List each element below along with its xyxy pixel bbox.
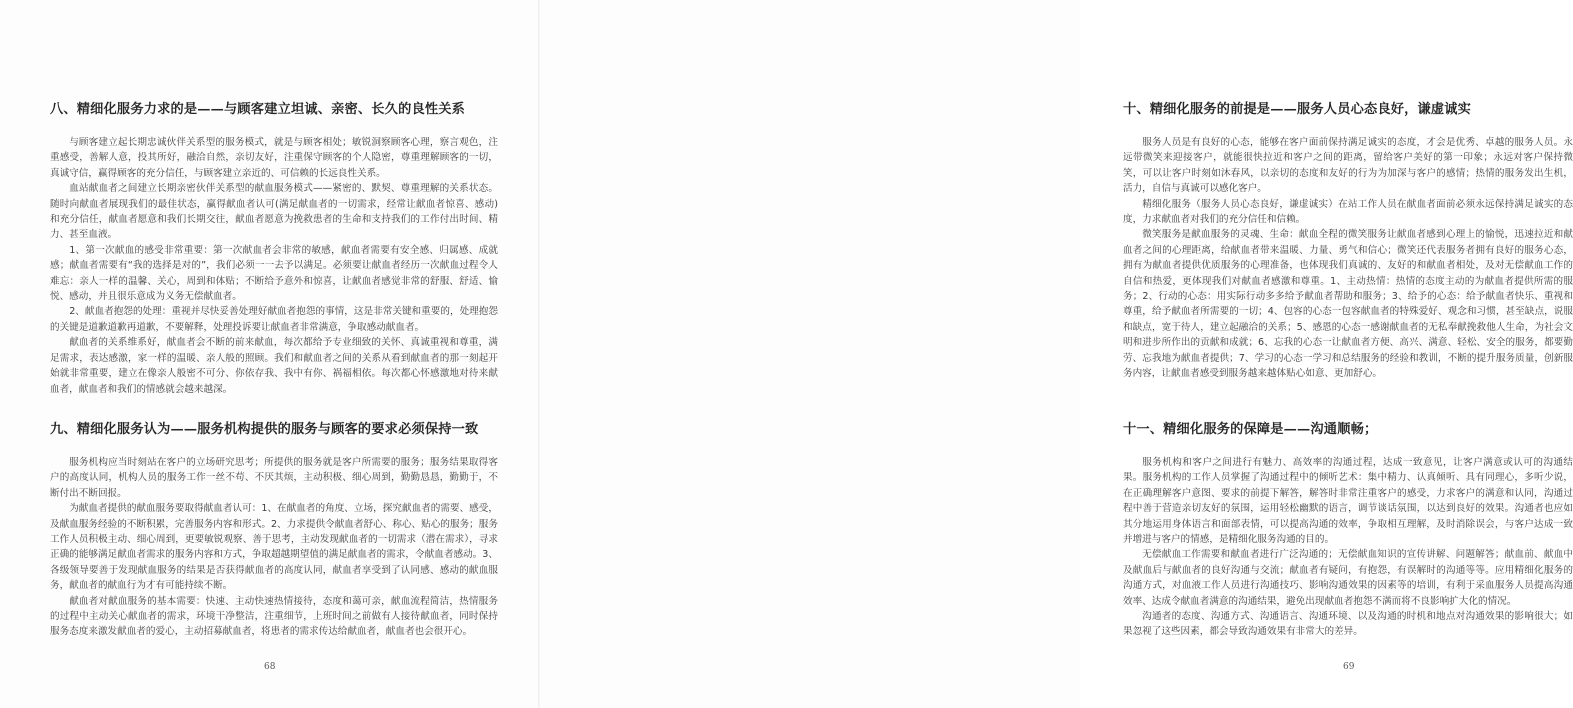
section-9-paragraph: 为献血者提供的献血服务要取得献血者认可：1、在献血者的角度、立场，探究献血者的需要、感受，及献血服务经验的不断积累，完善服务内容和形式。2、力求提供令献血者舒心、称心、贴心的服务；服务工作人员积极主动、细心周到，更要敏锐观察、善于思考，主动发现献血者的一切需求（潜在需求），寻求正确的能够满足献血者需求的服务内容和方式，争取超越期望值的满足献血者的需求，令献血者感动。3、各级领导要善于发现献血服务的结果是否获得献血者的高度认同，献血者享受到了认同感、感动的献血服务，献血者的献血行为才有可能持续不断。 (50, 503, 498, 592)
section-8-paragraph: 与顾客建立起长期忠诚伙伴关系型的服务模式，就是与顾客相处；敏锐洞察顾客心理，察言观色，注重感受，善解人意，投其所好，融洽自然，亲切友好，注重保守顾客的个人隐密，尊重理解顾客的一切，真诚守信，赢得顾客的充分信任，与顾客建立亲近的、可信赖的长远良性关系。 (50, 137, 498, 179)
section-11-paragraph: 无偿献血工作需要和献血者进行广泛沟通的；无偿献血知识的宣传讲解、问题解答；献血前、献血中及献血后与献血者的良好沟通与交流；献血者有疑问，有抱怨，有误解时的沟通等等。应用精细化服务的沟通方式，对血液工作人员进行沟通技巧、影响沟通效果的因素等的培训，有利于采血服务人员提高沟通效率、达成令献血者满意的沟通结果，避免出现献血者抱怨不满而将不良影响扩大化的情况。 (1123, 549, 1573, 607)
section-9-paragraph: 服务机构应当时刻站在客户的立场研究思考；所提供的服务就是客户所需要的服务；服务结果取得客户的高度认同，机构人员的服务工作一丝不苟、不厌其烦，主动积极、细心周到，勤勤恳恳，勤勤于，不断付出不断回报。 (50, 457, 498, 499)
right-page (540, 0, 1573, 708)
section-8-paragraph: 2、献血者抱怨的处理：重视并尽快妥善处理好献血者抱怨的事情，这是非常关键和重要的，处理抱怨的关键是道歉道歉再道歉，不要解释，处理投诉要让献血者非常满意，争取感动献血者。 (50, 306, 498, 333)
section-10 (1123, 98, 1573, 382)
section-8-title: 八、精细化服务力求的是——与顾客建立坦诚、亲密、长久的良性关系 (50, 102, 466, 117)
section-8-paragraph: 献血者的关系维系好，献血者会不断的前来献血，每次都给予专业细致的关怀、真诚重视和尊重，满足需求，表达感激，家一样的温暖、亲人般的照顾。我们和献血者之间的关系从看到献血者的那一刻起开始就非常重要，建立在像亲人般密不可分、你依存我、我中有你、祸福相依。每次都心怀感激地对待来献血者，献血者和我们的情感就会越来越深。 (50, 337, 498, 395)
section-11-title: 十一、精细化服务的保障是——沟通顺畅； (1123, 422, 1378, 437)
section-8-paragraph: 1、第一次献血的感受非常重要：第一次献血者会非常的敏感，献血者需要有安全感、归属感、成就感；献血者需要有“我的选择是对的”，我们必须一一去予以满足。必须要让献血者经历一次献血过程令人难忘：亲人一样的温馨、关心，周到和体贴；不断给予意外和惊喜，让献血者感觉非常的舒服、舒适、愉悦、感动，并且很乐意成为义务无偿献血者。 (50, 244, 498, 303)
section-8-paragraph: 血站献血者之间建立长期亲密伙伴关系型的献血服务模式——紧密的、默契、尊重理解的关系状态。随时向献血者展现我们的最佳状态，赢得献血者认可(满足献血者的一切需求，经常让献血者惊喜、感动)和充分信任，献血者愿意和我们长期交往，献血者愿意为挽救患者的生命和支持我们的工作付出时间、精力、甚至血液。 (50, 183, 498, 241)
section-10-title: 十、精细化服务的前提是——服务人员心态良好，谦虚诚实 (1123, 102, 1472, 117)
section-11-paragraph: 沟通者的态度、沟通方式、沟通语言、沟通环境、以及沟通的时机和地点对沟通效果的影响很大；如果忽视了这些因素，都会导致沟通效果有非常大的差异。 (1123, 611, 1573, 638)
section-10-paragraph: 微笑服务是献血服务的灵魂、生命：献血全程的微笑服务让献血者感到心理上的愉悦，迅速拉近和献血者之间的心理距离，给献血者带来温暖、力量、勇气和信心；微笑还代表服务者拥有良好的服务心态，拥有为献血者提供优质服务的心理准备，也体现我们真诚的、友好的和献血者相处，及对无偿献血工作的自信和热爱，更体现我们对献血者感激和尊重。1、主动热情：热情的态度主动的为献血者提供所需的服务；2、行动的心态：用实际行动多多给予献血者帮助和服务；3、给予的心态：给予献血者快乐、重视和尊重，给予献血者所需要的一切；4、包容的心态一包容献血者的特殊爱好、观念和习惯，甚至缺点，说服和缺点，宽于待人，建立起融洽的关系；5、感恩的心态一感谢献血者的无私奉献挽救他人生命，为社会文明和进步所作出的贡献和成就；6、忘我的心态一让献血者方便、高兴、满意、轻松、安全的服务，都要勤劳、忘我地为献血者提供；7、学习的心态一学习和总结服务的经验和教训，不断的提升服务质量，创新服务内容，让献血者感受到服务越来越体贴心如意、更加舒心。 (1123, 229, 1573, 380)
page-number-left: 68 (264, 662, 276, 672)
page-number-right: 69 (1343, 662, 1355, 672)
section-11 (1123, 418, 1573, 640)
section-9 (50, 418, 498, 640)
section-9-title: 九、精细化服务认为——服务机构提供的服务与顾客的要求必须保持一致 (50, 422, 479, 437)
left-page (0, 0, 540, 708)
section-11-paragraph: 服务机构和客户之间进行有魅力、高效率的沟通过程，达成一致意见，让客户满意或认可的沟通结果。服务机构的工作人员掌握了沟通过程中的倾听艺术：集中精力、认真倾听、具有同理心，多听少说，在正确理解客户意图、要求的前提下解答，解答时非常注重客户的感受，力求客户的满意和认同，沟通过程中善于营造亲切友好的氛围，运用轻松幽默的语言，调节谈话氛围，以达到良好的效果。沟通者也应如其分地运用身体语言和面部表情，可以提高沟通的效率，争取相互理解，及时消除误会，与客户达成一致并增进与客户的情感，是精细化服务沟通的目的。 (1123, 457, 1573, 546)
section-9-paragraph: 献血者对献血服务的基本需要：快速、主动快速热情接待，态度和蔼可亲，献血流程简洁，热情服务的过程中主动关心献血者的需求，环境干净整洁，注重细节，上班时间之前做有人接待献血者，同时保持服务态度来激发献血者的爱心，主动招募献血者，将患者的需求传达给献血者，献血者也会很开心。 (50, 595, 498, 638)
section-10-paragraph: 精细化服务（服务人员心态良好，谦虚诚实）在站工作人员在献血者面前必须永远保持满足诚实的态度，力求献血者对我们的充分信任和信赖。 (1123, 198, 1573, 226)
section-8 (50, 98, 498, 397)
section-10-paragraph: 服务人员是有良好的心态，能够在客户面前保持满足诚实的态度，才会是优秀、卓越的服务人员。永远带微笑来迎接客户，就能很快拉近和客户之间的距离，留给客户美好的第一印象；永远对客户保持微笑，可以让客户时刻如沐春风，以亲切的态度和友好的行为为加深与客户的感情；热情的服务发出生机，活力，自信与真诚可以感化客户。 (1123, 137, 1573, 195)
